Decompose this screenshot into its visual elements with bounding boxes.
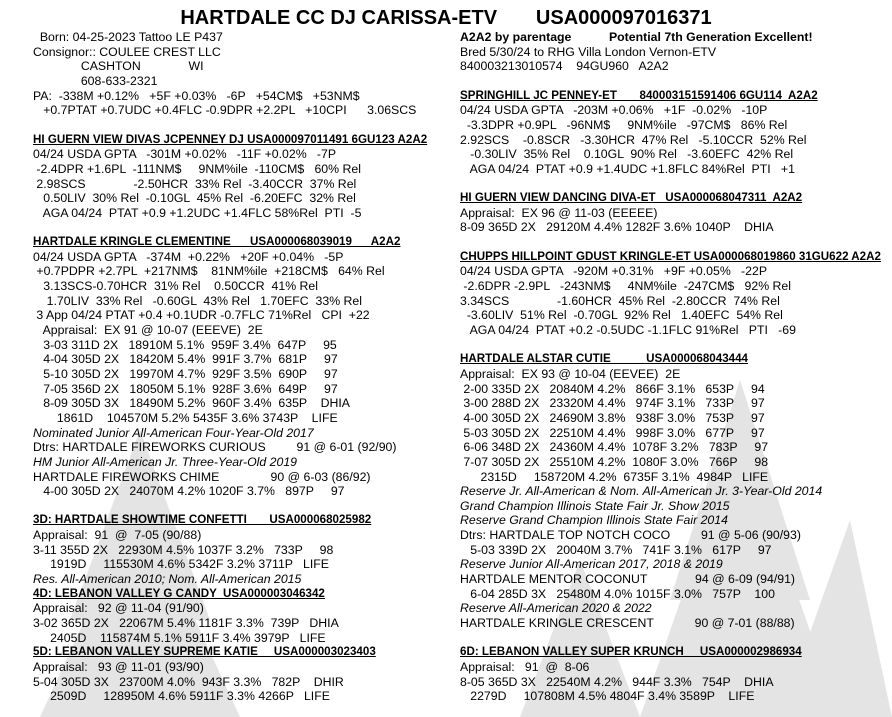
text-line: Appraisal: 91 @ 8-06: [460, 659, 590, 674]
text-line: 1861D 104570M 5.2% 5435F 3.6% 3743P LIFE: [33, 410, 338, 425]
text-line: HARTDALE MENTOR COCONUT 94 @ 6-09 (94/91): [460, 572, 796, 587]
text-line: 04/24 USDA GPTA -203M +0.06% +1F -0.02% -10P: [460, 103, 768, 118]
section-heading: HARTDALE ALSTAR CUTIE USA000068043444: [460, 352, 748, 366]
text-line: 2509D 128950M 4.6% 5911F 3.3% 4266P LIFE: [33, 689, 330, 704]
text-line: Appraisal: EX 96 @ 11-03 (EEEEE): [460, 205, 658, 220]
text-line: Grand Champion Illinois State Fair Jr. Show 2015: [460, 498, 730, 513]
text-line: 8-05 365D 3X 22540M 4.2% 944F 3.3% 754P DHIA: [460, 674, 774, 689]
text-line: HM Junior All-American Jr. Three-Year-Old 2019: [33, 454, 298, 469]
text-line: 4-04 305D 2X 18420M 5.4% 991F 3.7% 681P 97: [33, 352, 338, 367]
text-line: Bred 5/30/24 to RHG Villa London Vernon-ETV: [460, 44, 717, 59]
text-line: Born: 04-25-2023 Tattoo LE P437: [33, 30, 223, 44]
section-heading: 4D: LEBANON VALLEY G CANDY USA000003046342: [33, 586, 325, 600]
text-line: -3.60LIV 51% Rel -0.70GL 92% Rel 1.40EFC 54% Rel: [460, 308, 783, 323]
text-line: 3.13SCS-0.70HCR 31% Rel 0.50CCR 41% Rel: [33, 279, 319, 294]
text-line: AGA 04/24 PTAT +0.2 -0.5UDC -1.1FLC 91%Rel PTI -69: [460, 323, 796, 337]
text-line: Reserve Jr. All-American & Nom. All-American Jr. 3-Year-Old 2014: [460, 484, 823, 499]
text-line: 04/24 USDA GPTA -374M +0.22% +20F +0.04% -5P: [33, 249, 344, 264]
text-line: Dtrs: HARTDALE TOP NOTCH COCO 91 @ 5-06 (90/93): [460, 528, 801, 543]
text-line: 3-03 311D 2X 18910M 5.1% 959F 3.4% 647P 95: [33, 337, 337, 352]
text-line: 3-00 288D 2X 23320M 4.4% 974F 3.1% 733P 97: [460, 396, 765, 411]
text-line: Appraisal: 92 @ 11-04 (91/90): [33, 601, 204, 616]
text-line: +0.7PDPR +2.7PL +217NM$ 81NM%ile +218CM$ 64% Rel: [33, 264, 385, 279]
text-line: 5-03 339D 2X 20040M 3.7% 741F 3.1% 617P 97: [460, 542, 772, 557]
text-line: AGA 04/24 PTAT +0.9 +1.4UDC +1.8FLC 84%Rel PTI +1: [460, 161, 795, 176]
text-line: Dtrs: HARTDALE FIREWORKS CURIOUS 91 @ 6-01 (92/90): [33, 440, 397, 455]
section-heading: CHUPPS HILLPOINT GDUST KRINGLE-ET USA000068019860 31GU622 A2A2: [460, 249, 881, 263]
text-line: 5-04 305D 3X 23700M 4.0% 943F 3.3% 782P DHIR: [33, 674, 344, 689]
text-line: Res. All-American 2010; Nom. All-American 2015: [33, 572, 302, 587]
section-heading: 5D: LEBANON VALLEY SUPREME KATIE USA000003023403: [33, 645, 376, 659]
text-line: 3.34SCS -1.60HCR 45% Rel -2.80CCR 74% Rel: [460, 293, 780, 308]
section-heading: SPRINGHILL JC PENNEY-ET 840003151591406 6GU114 A2A2: [460, 88, 818, 102]
text-line: -3.3DPR +0.9PL -96NM$ 9NM%ile -97CM$ 86% Rel: [460, 117, 788, 132]
text-line: 8-09 365D 2X 29120M 4.4% 1282F 3.6% 1040P DHIA: [460, 220, 774, 235]
text-line: -0.30LIV 35% Rel 0.10GL 90% Rel -3.60EFC 42% Rel: [460, 147, 794, 162]
text-line: HARTDALE KRINGLE CRESCENT 90 @ 7-01 (88/88): [460, 616, 795, 630]
text-line: +0.7PTAT +0.7UDC +0.4FLC -0.9DPR +2.2PL +10CPI 3.06SCS: [33, 103, 417, 118]
page-title: HARTDALE CC DJ CARISSA-ETV USA000097016371: [180, 7, 712, 29]
text-line: 04/24 USDA GPTA -301M +0.02% -11F +0.02% -7P: [33, 147, 337, 162]
text-line: A2A2 by parentage Potential 7th Generation Excellent!: [460, 30, 813, 44]
section-heading: HI GUERN VIEW DANCING DIVA-ET USA000068047311 A2A2: [460, 191, 803, 205]
text-line: 3 App 04/24 PTAT +0.4 +0.1UDR -0.7FLC 71%Rel CPI +22: [33, 308, 370, 323]
text-line: -2.6DPR -2.9PL -243NM$ 4NM%ile -247CM$ 92% Rel: [460, 279, 792, 294]
text-line: 04/24 USDA GPTA -920M +0.31% +9F +0.05% -22P: [460, 264, 768, 279]
text-line: 5-10 305D 2X 19970M 4.7% 929F 3.5% 690P 97: [33, 366, 338, 381]
text-line: 8-09 305D 3X 18490M 5.2% 960F 3.4% 635P DHIA: [33, 396, 350, 411]
text-line: 0.50LIV 30% Rel -0.10GL 45% Rel -6.20EFC 32% Rel: [33, 191, 356, 206]
text-line: 3-02 365D 2X 22067M 5.4% 1181F 3.3% 739P DHIA: [33, 616, 339, 630]
text-line: 2.92SCS -0.8SCR -3.30HCR 47% Rel -5.10CCR 52% Rel: [460, 132, 807, 147]
text-line: Reserve Grand Champion Illinois State Fair 2014: [460, 513, 728, 528]
text-line: Consignor:: COULEE CREST LLC: [33, 44, 221, 59]
section-heading: 6D: LEBANON VALLEY SUPER KRUNCH USA000002986934: [460, 645, 802, 659]
text-line: 2279D 107808M 4.5% 4804F 3.4% 3589P LIFE: [460, 689, 755, 704]
section-heading: HARTDALE KRINGLE CLEMENTINE USA000068039019 A2A2: [33, 235, 401, 249]
text-line: Nominated Junior All-American Four-Year-Old 2017: [33, 425, 314, 440]
text-line: Appraisal: EX 93 @ 10-04 (EEVEE) 2E: [460, 366, 681, 381]
text-line: 6-04 285D 3X 25480M 4.0% 1015F 3.0% 757P 100: [460, 586, 775, 601]
text-line: Reserve All-American 2020 & 2022: [460, 601, 652, 616]
text-line: AGA 04/24 PTAT +0.9 +1.2UDC +1.4FLC 58%Rel PTI -5: [33, 205, 362, 220]
text-line: 2315D 158720M 4.2% 6735F 3.1% 4984P LIFE: [460, 469, 769, 484]
text-line: 840003213010574 94GU960 A2A2: [460, 59, 669, 74]
text-line: 7-07 305D 2X 25510M 4.2% 1080F 3.0% 766P 98: [460, 454, 769, 469]
text-line: 1.70LIV 33% Rel -0.60GL 43% Rel 1.70EFC 33% Rel: [33, 293, 362, 308]
section-heading: HI GUERN VIEW DIVAS JCPENNEY DJ USA000097011491 6GU123 A2A2: [33, 132, 428, 146]
text-line: 2405D 115874M 5.1% 5911F 3.4% 3979P LIFE: [33, 630, 326, 645]
text-line: 1919D 115530M 4.6% 5342F 3.2% 3711P LIFE: [33, 557, 329, 572]
text-line: 2-00 335D 2X 20840M 4.2% 866F 3.1% 653P 94: [460, 381, 765, 396]
text-line: 4-00 305D 2X 24690M 3.8% 938F 3.0% 753P 97: [460, 410, 765, 425]
text-line: 6-06 348D 2X 24360M 4.4% 1078F 3.2% 783P 97: [460, 440, 769, 455]
text-line: Appraisal: 91 @ 7-05 (90/88): [33, 528, 202, 543]
text-line: 3-11 355D 2X 22930M 4.5% 1037F 3.2% 733P 98: [33, 542, 334, 557]
text-line: Reserve Junior All-American 2017, 2018 & 2019: [460, 557, 723, 572]
text-line: -2.4DPR +1.6PL -111NM$ 9NM%ile -110CM$ 60% Rel: [33, 161, 361, 176]
text-line: PA: -338M +0.12% +5F +0.03% -6P +54CM$ +53NM$: [33, 88, 360, 103]
text-line: Appraisal: EX 91 @ 10-07 (EEEVE) 2E: [33, 323, 263, 337]
section-heading: 3D: HARTDALE SHOWTIME CONFETTI USA000068025982: [33, 513, 372, 527]
text-line: 608-633-2321: [33, 73, 158, 88]
text-line: 4-00 305D 2X 24070M 4.2% 1020F 3.7% 897P 97: [33, 484, 345, 499]
text-line: 5-03 305D 2X 22510M 4.4% 998F 3.0% 677P 97: [460, 425, 765, 440]
text-line: CASHTON WI: [33, 59, 204, 74]
text-line: 2.98SCS -2.50HCR 33% Rel -3.40CCR 37% Rel: [33, 176, 357, 191]
text-line: HARTDALE FIREWORKS CHIME 90 @ 6-03 (86/92): [33, 469, 371, 484]
text-line: Appraisal: 93 @ 11-01 (93/90): [33, 659, 204, 674]
text-line: 7-05 356D 2X 18050M 5.1% 928F 3.6% 649P 97: [33, 381, 338, 396]
